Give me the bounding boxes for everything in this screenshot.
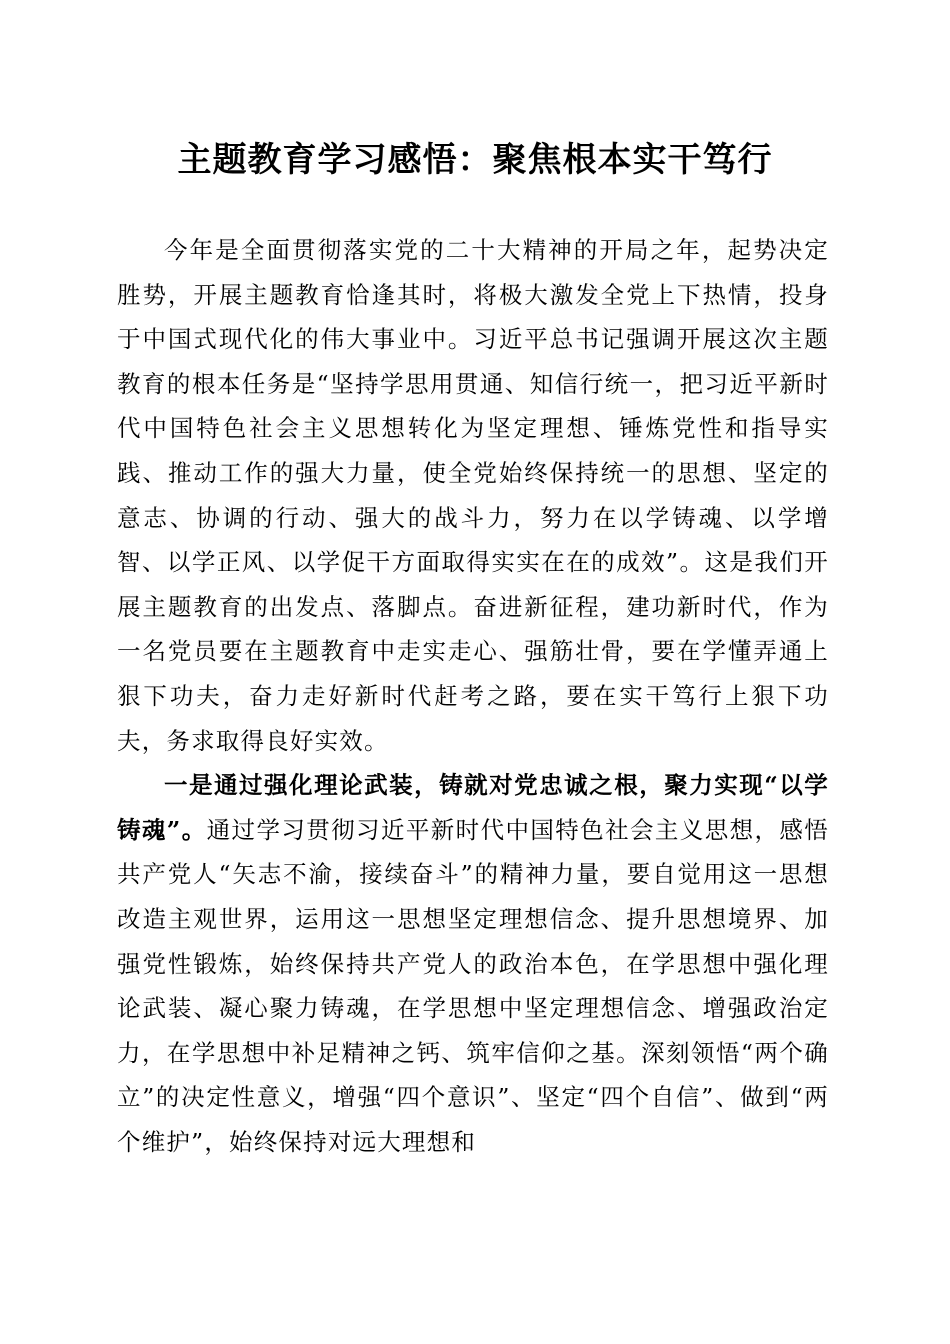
- document-body: [117, 228, 829, 1164]
- paragraph-intro: [117, 228, 829, 763]
- paragraph-point-one-lead: 一是通过强化理论武装，铸就对党忠诚之根，聚力实现“以学铸魂”。: [117, 771, 829, 844]
- paragraph-point-one-text: 通过学习贯彻习近平新时代中国特色社会主义思想，感悟共产党人“矢志不渝，接续奋斗”的精神力量，要自觉用这一思想改造主观世界，运用这一思想坚定理想信念、提升思想境界、加强党性锻炼，始终保持共产党人的政治本色，在学思想中强化理论武装、凝心聚力铸魂，在学思想中坚定理想信念、增强政治定力，在学思想中补足精神之钙、筑牢信仰之基。深刻领悟“两个确立”的决定性意义，增强“四个意识”、坚定“四个自信”、做到“两个维护”，始终保持对远大理想和: [117, 815, 830, 1156]
- document-title: 主题教育学习感悟：聚焦根本实干笃行: [177, 140, 773, 180]
- paragraph-point-one: [117, 763, 829, 1164]
- paragraph-intro-text: 今年是全面贯彻落实党的二十大精神的开局之年，起势决定胜势，开展主题教育恰逢其时，将极大激发全党上下热情，投身于中国式现代化的伟大事业中。习近平总书记强调开展这次主题教育的根本任务是“坚持学思用贯通、知信行统一，把习近平新时代中国特色社会主义思想转化为坚定理想、锤炼党性和指导实践、推动工作的强大力量，使全党始终保持统一的思想、坚定的意志、协调的行动、强大的战斗力，努力在以学铸魂、以学增智、以学正风、以学促干方面取得实实在在的成效”。这是我们开展主题教育的出发点、落脚点。奋进新征程，建功新时代，作为一名党员要在主题教育中走实走心、强筋壮骨，要在学懂弄通上狠下功夫，奋力走好新时代赶考之路，要在实干笃行上狠下功夫，务求取得良好实效。: [117, 236, 829, 755]
